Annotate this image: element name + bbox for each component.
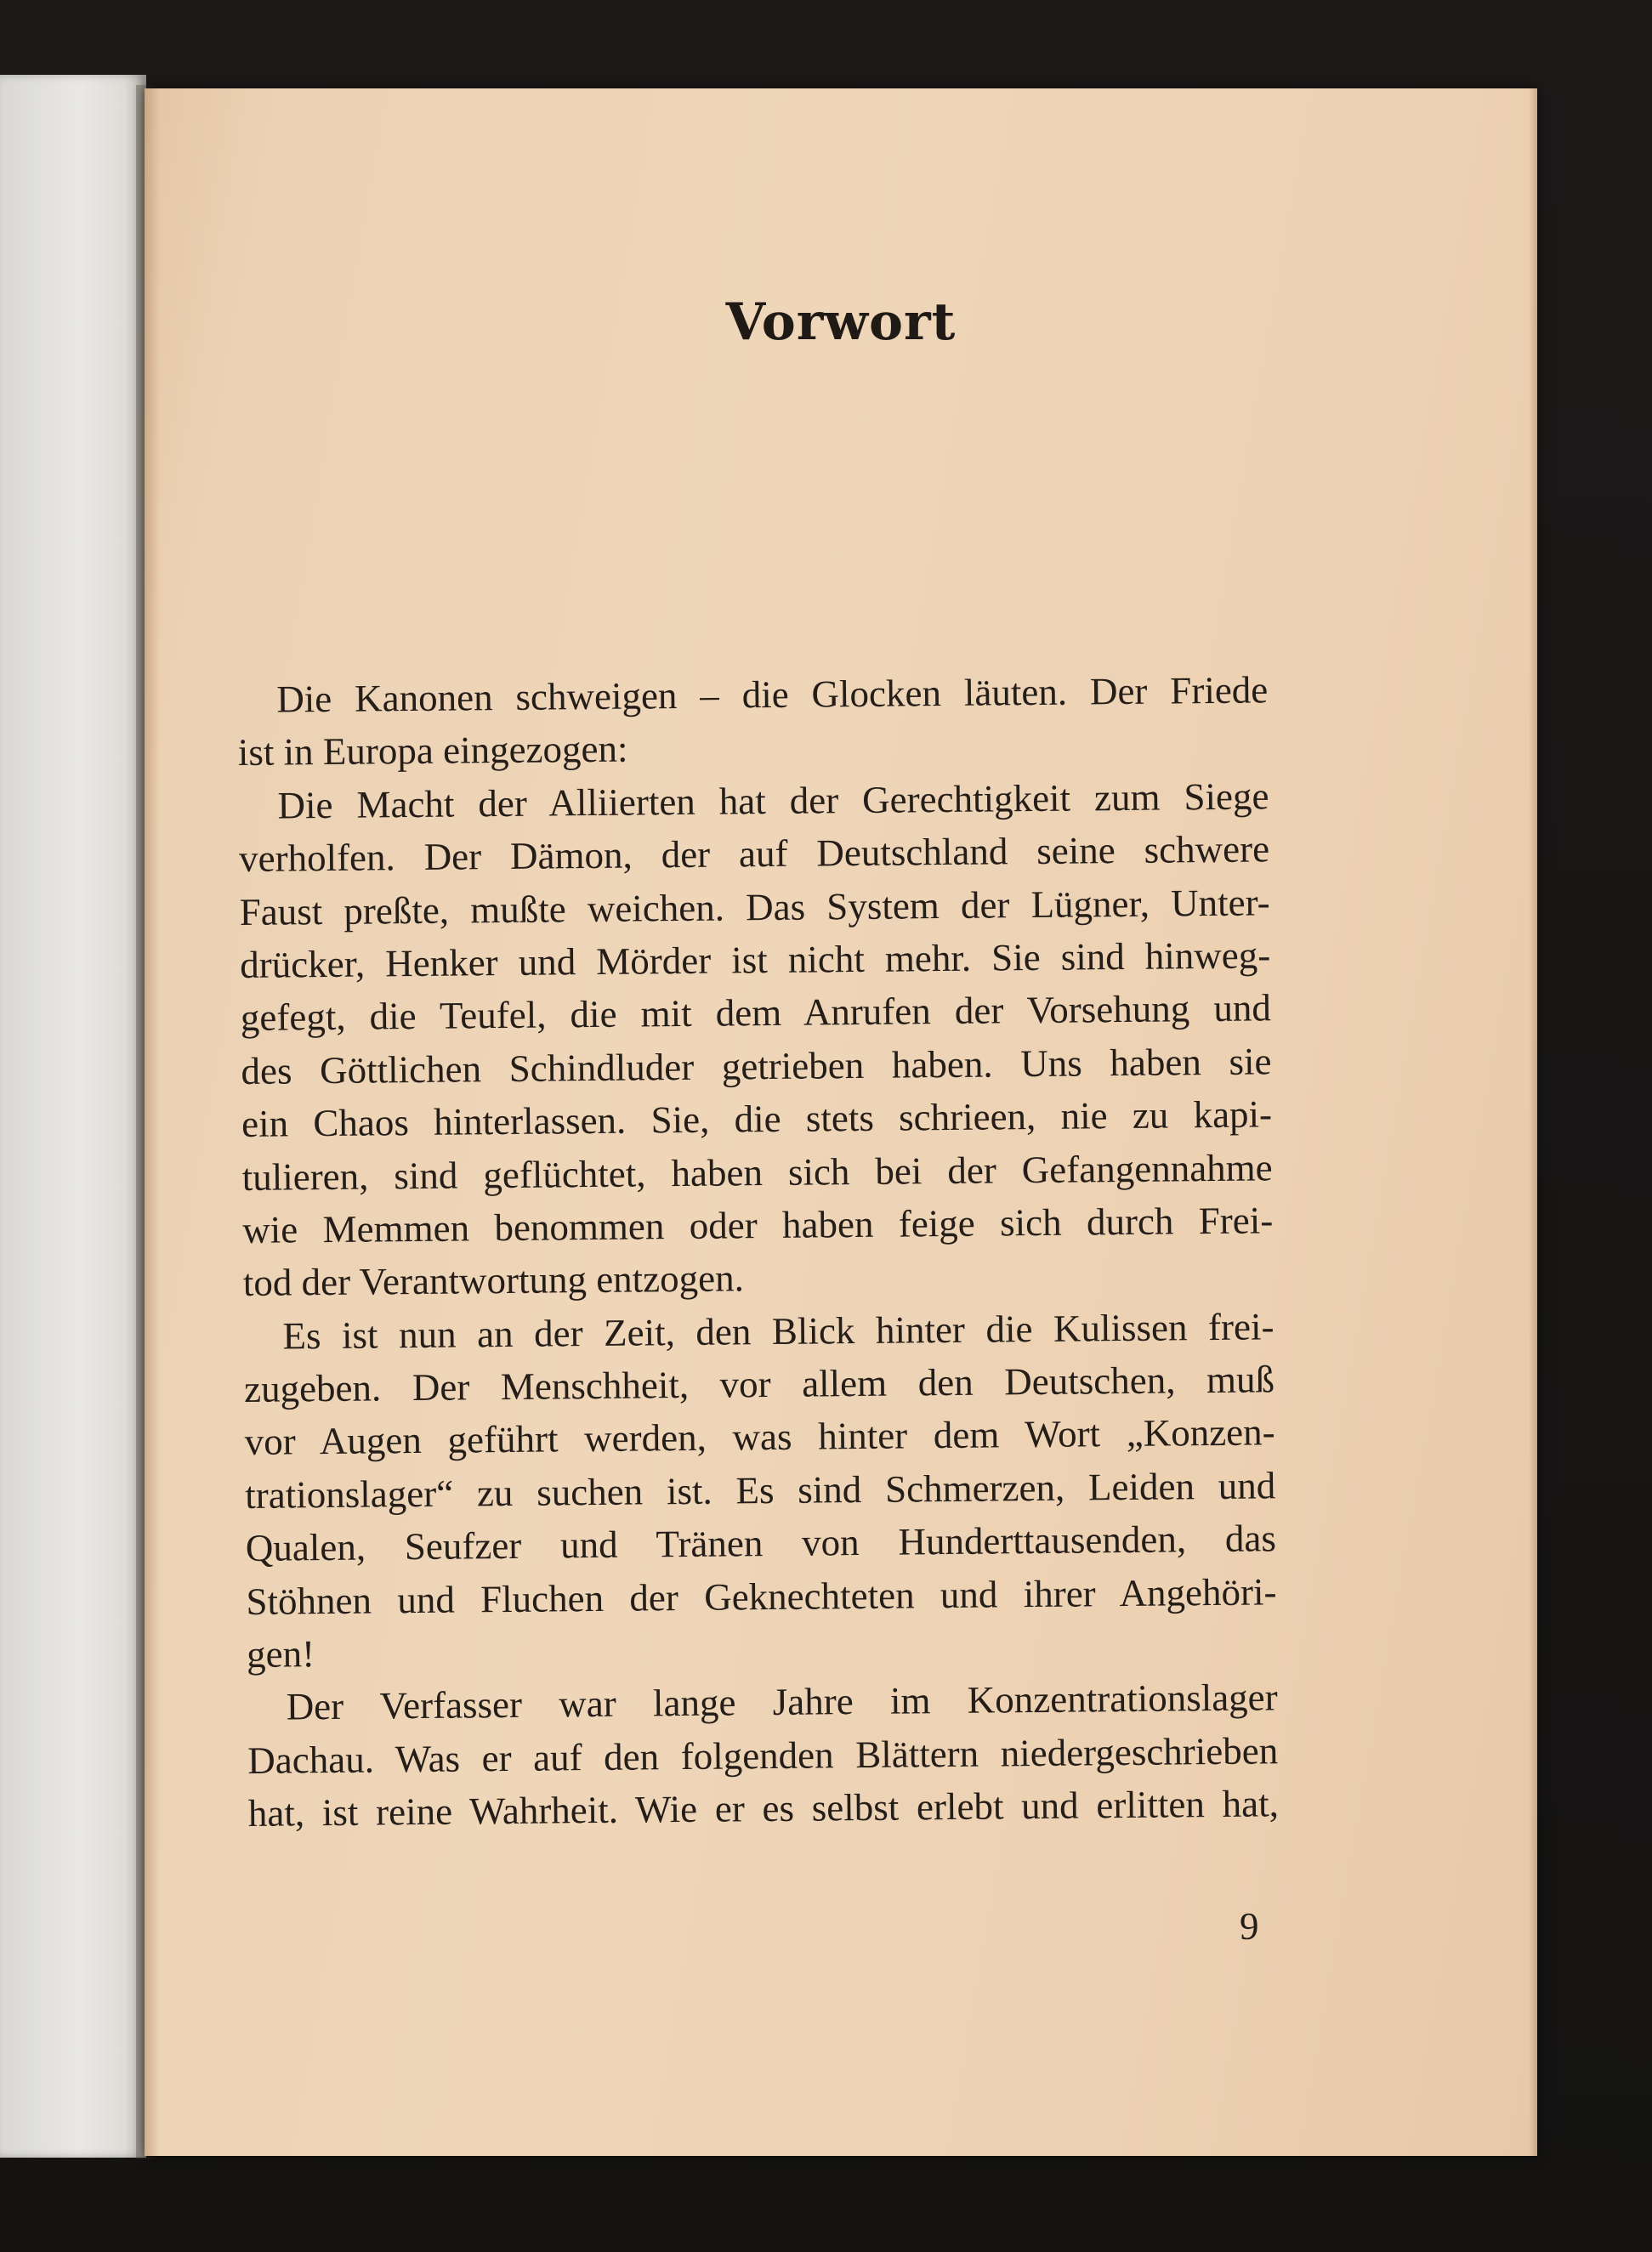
text-line: wie Memmen benommen oder haben feige sich durch Frei- bbox=[242, 1199, 1274, 1251]
text-line: gen! bbox=[246, 1632, 315, 1676]
text-line: ein Chaos hinterlassen. Sie, die stets schrieen, nie zu kapi- bbox=[241, 1092, 1273, 1146]
text-line: des Göttlichen Schindluder getrieben haben. Uns haben sie bbox=[241, 1040, 1272, 1092]
text-line: Stöhnen und Fluchen der Geknechteten und ihrer Angehöri- bbox=[246, 1569, 1277, 1623]
book-page bbox=[145, 88, 1537, 2156]
text-line: Die Macht der Alliierten hat der Gerechtigkeit zum Siege bbox=[277, 774, 1269, 827]
text-line: verholfen. Der Dämon, der auf Deutschland seine schwere bbox=[238, 827, 1270, 881]
facing-page-edge bbox=[0, 75, 146, 2158]
text-line: ist in Europa eingezogen: bbox=[237, 727, 628, 774]
body-text bbox=[237, 663, 1279, 1840]
text-line: hat, ist reine Wahrheit. Wie er es selbst erlebt und erlitten hat, bbox=[247, 1782, 1280, 1835]
text-line: Die Kanonen schweigen – die Glocken läuten. Der Friede bbox=[276, 668, 1269, 721]
text-line: trationslager“ zu suchen ist. Es sind Schmerzen, Leiden und bbox=[245, 1464, 1276, 1517]
text-line: Es ist nun an der Zeit, den Blick hinter die Kulissen frei- bbox=[282, 1305, 1274, 1358]
text-line: Der Verfasser war lange Jahre im Konzentrationslager bbox=[286, 1676, 1278, 1728]
text-line: vor Augen geführt werden, was hinter dem Wort „Konzen- bbox=[244, 1410, 1275, 1464]
text-line: tulieren, sind geflüchtet, haben sich bei der Gefangennahme bbox=[241, 1145, 1273, 1199]
page-number: 9 bbox=[1240, 1905, 1259, 1948]
text-line: gefegt, die Teufel, die mit dem Anrufen der Vorsehung und bbox=[240, 986, 1272, 1040]
text-line: Qualen, Seufzer und Tränen von Hunderttausenden, das bbox=[245, 1517, 1277, 1570]
page-title: Vorwort bbox=[725, 292, 957, 352]
text-line: drücker, Henker und Mörder ist nicht mehr. Sie sind hinweg- bbox=[240, 933, 1271, 986]
text-line: Faust preßte, mußte weichen. Das System der Lügner, Unter- bbox=[239, 880, 1270, 933]
text-line: zugeben. Der Menschheit, vor allem den Deutschen, muß bbox=[243, 1358, 1275, 1411]
text-line: tod der Verantwortung entzogen. bbox=[242, 1256, 745, 1305]
text-line: Dachau. Was er auf den folgenden Blättern niedergeschrieben bbox=[247, 1729, 1279, 1782]
